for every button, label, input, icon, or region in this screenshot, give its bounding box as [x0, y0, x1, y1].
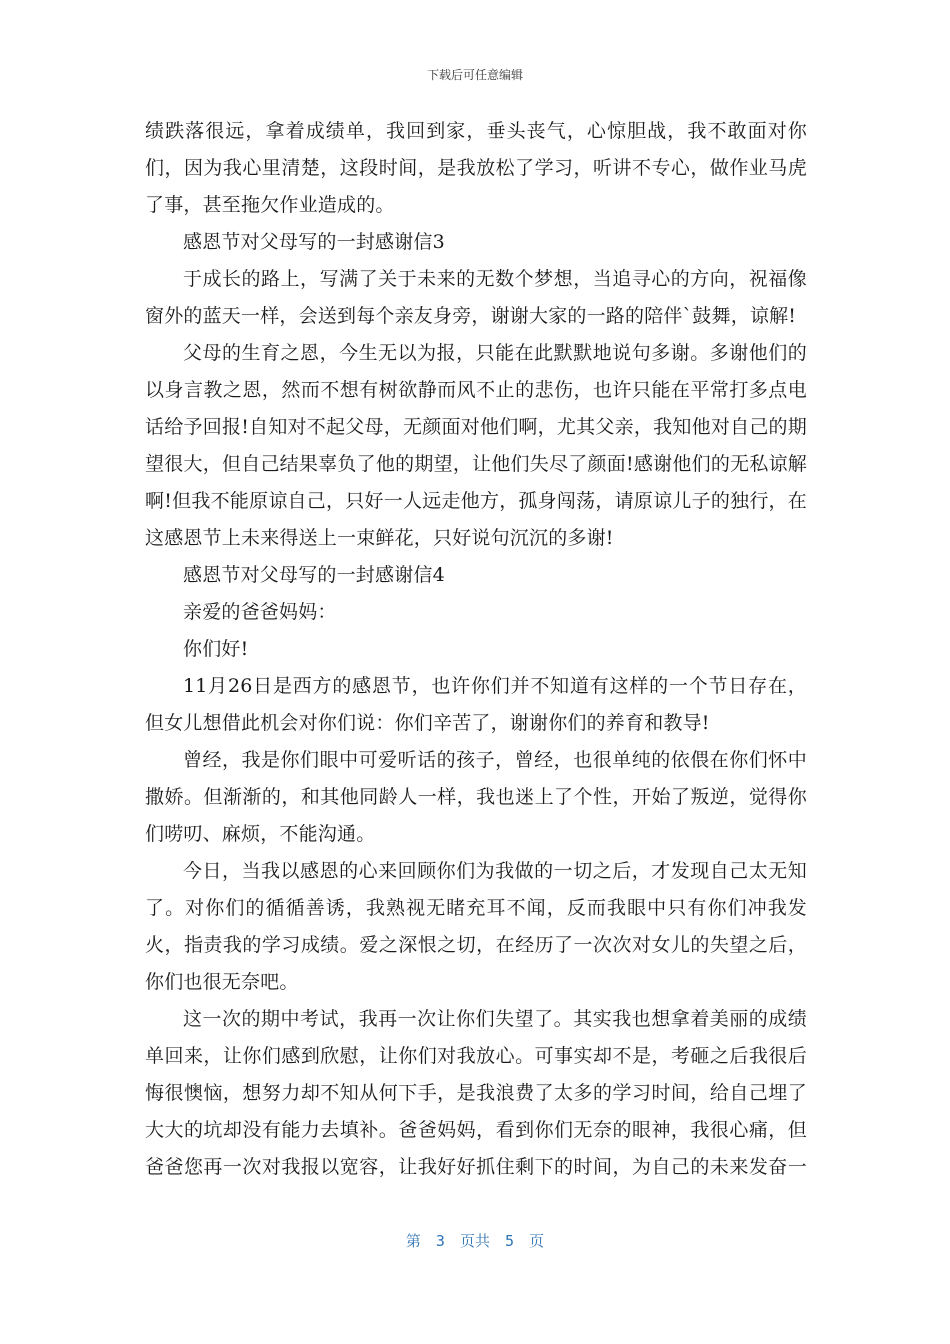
- paragraph: 于成长的路上，写满了关于未来的无数个梦想，当追寻心的方向，祝福像窗外的蓝天一样，会送到每个亲友身旁，谢谢大家的一路的陪伴`鼓舞，谅解!: [145, 268, 807, 327]
- greeting: 你们好!: [183, 638, 249, 660]
- paragraph: 曾经，我是你们眼中可爱听话的孩子，曾经，也很单纯的依偎在你们怀中撒娇。但渐渐的，和其他同龄人一样，我也迷上了个性，开始了叛逆，觉得你们唠叨、麻烦，不能沟通。: [145, 749, 807, 845]
- section-heading: 感恩节对父母写的一封感谢信3: [183, 231, 445, 253]
- page-header: 下载后可任意编辑: [426, 68, 523, 82]
- paragraph: 这一次的期中考试，我再一次让你们失望了。其实我也想拿着美丽的成绩单回来，让你们感到欣慰，让你们对我放心。可事实却不是，考砸之后我很后悔很懊恼，想努力却不知从何下手，是我浪费了太多的学习时间，给自己埋了大大的坑却没有能力去填补。爸爸妈妈，看到你们无奈的眼神，我很心痛，但爸爸您再一次对我报以宽容，让我好好抓住剩下的时间，为自己的未来发奋一: [145, 1008, 807, 1178]
- paragraph: 绩跌落很远，拿着成绩单，我回到家，垂头丧气，心惊胆战，我不敢面对你们，因为我心里清楚，这段时间，是我放松了学习，听讲不专心，做作业马虎了事，甚至拖欠作业造成的。: [145, 120, 807, 216]
- section-heading: 感恩节对父母写的一封感谢信4: [183, 564, 445, 586]
- document-body: [145, 113, 807, 1186]
- page-number-footer: 第 3 页共 5 页: [405, 1232, 545, 1250]
- paragraph: 父母的生育之恩，今生无以为报，只能在此默默地说句多谢。多谢他们的以身言教之恩，然而不想有树欲静而风不止的悲伤，也许只能在平常打多点电话给予回报!自知对不起父母，无颜面对他们啊，尤其父亲，我知他对自己的期望很大，但自己结果辜负了他的期望，让他们失尽了颜面!感谢他们的无私谅解啊!但我不能原谅自己，只好一人远走他方，孤身闯荡，请原谅儿子的独行，在这感恩节上未来得送上一束鲜花，只好说句沉沉的多谢!: [145, 342, 807, 549]
- paragraph: 11月26日是西方的感恩节，也许你们并不知道有这样的一个节日存在，但女儿想借此机会对你们说：你们辛苦了，谢谢你们的养育和教导!: [145, 675, 807, 734]
- paragraph: 今日，当我以感恩的心来回顾你们为我做的一切之后，才发现自己太无知了。对你们的循循善诱，我熟视无睹充耳不闻，反而我眼中只有你们冲我发火，指责我的学习成绩。爱之深恨之切，在经历了一次次对女儿的失望之后，你们也很无奈吧。: [145, 860, 807, 993]
- salutation: 亲爱的爸爸妈妈：: [183, 601, 337, 623]
